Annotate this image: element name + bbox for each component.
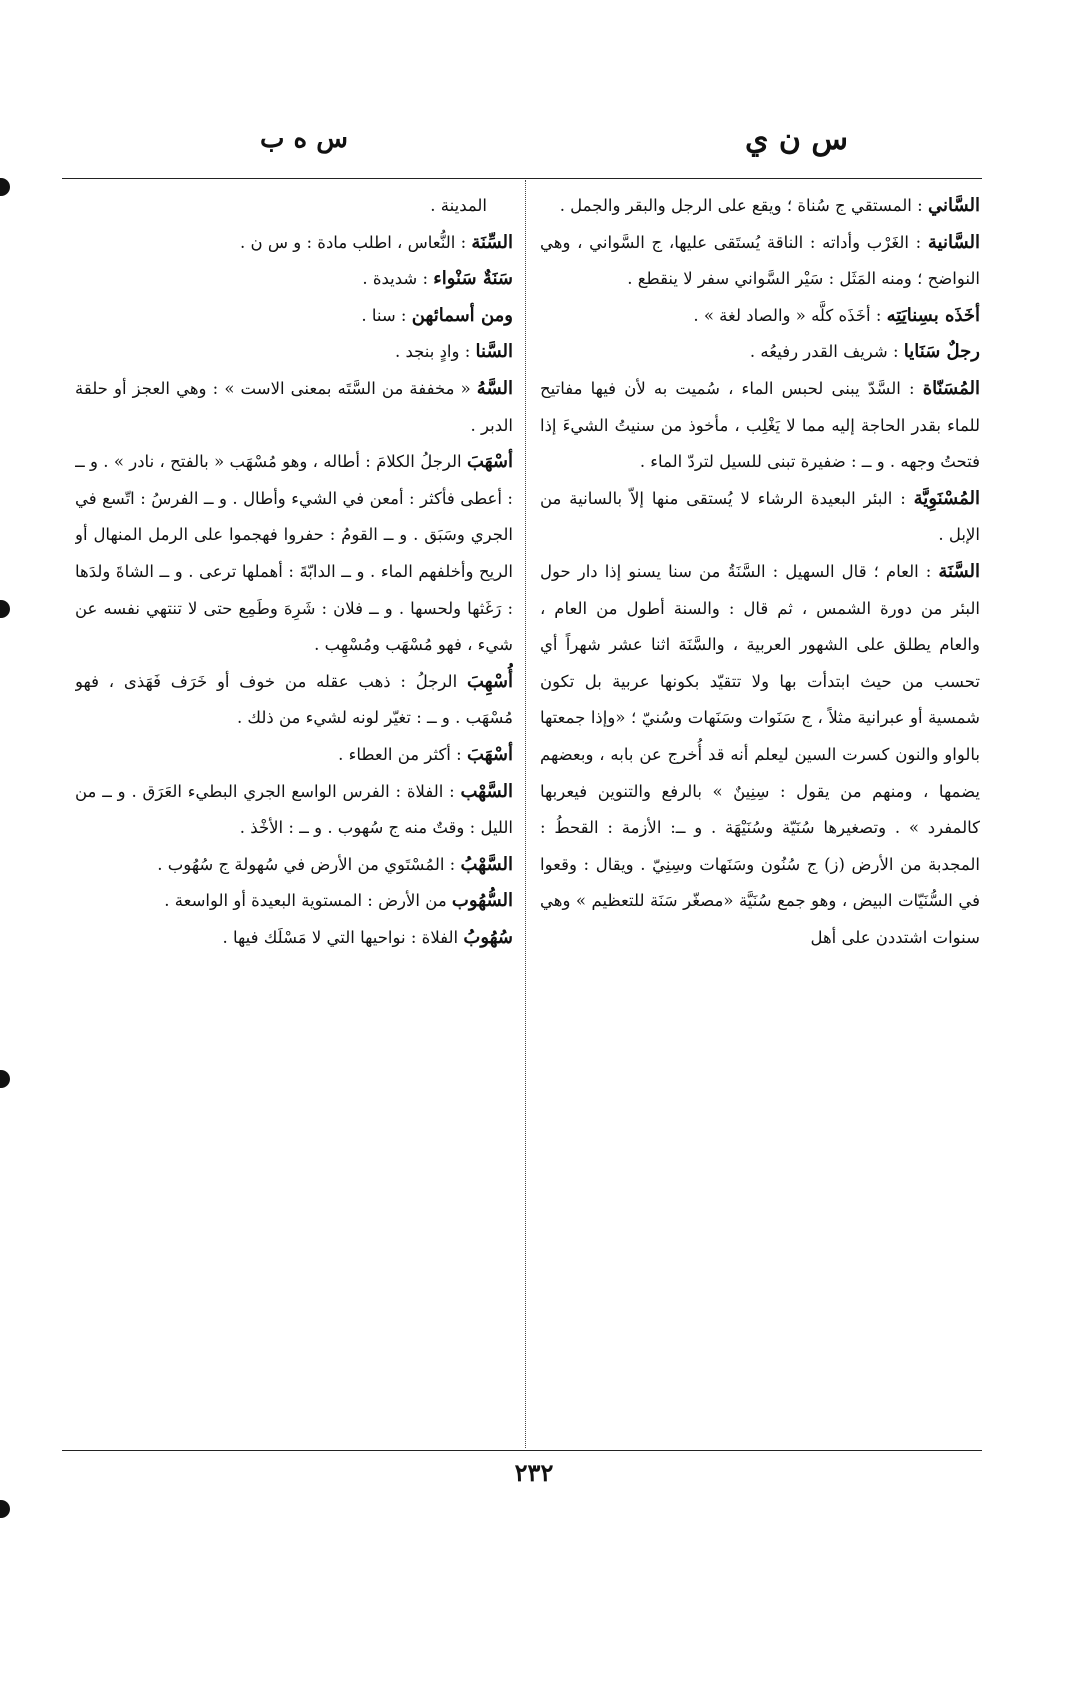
entry-text: « مخففة من السَّتَه بمعنى الاست » : وهي العجز أو حلقة الدبر . xyxy=(75,378,513,435)
entry xyxy=(75,261,513,298)
entry-text: : وادٍ بنجد . xyxy=(394,342,476,362)
entry-headword: السَّهُ xyxy=(476,377,513,399)
entry-text: : المُسْتَوي من الأرض في سُهولة ج سُهُوب . xyxy=(157,854,461,874)
entry-headword: السَّانية xyxy=(927,231,980,253)
header-root-right: س ن ي xyxy=(744,122,848,157)
entry-text: : سنا . xyxy=(361,305,412,325)
entry-text: المدينة . xyxy=(430,196,487,215)
entry-text: : شديدة . xyxy=(362,269,434,289)
page-header xyxy=(60,110,978,170)
entry-headword: أخَذَه بسِنايَتِه xyxy=(886,304,980,326)
entry-headword: المُسْنَوِيَّة xyxy=(913,487,980,509)
entry xyxy=(75,847,513,884)
header-root-left: س ه ب xyxy=(260,124,348,154)
entry xyxy=(540,334,980,371)
entry-headword: أُسْهِبَ xyxy=(466,670,513,692)
entry xyxy=(75,664,513,737)
entry xyxy=(75,774,513,847)
entry-text: : البئر البعيدة الرشاء لا يُستقى منها إلاّ بالسانية من الإبل . xyxy=(540,488,980,545)
entry xyxy=(75,371,513,444)
entry xyxy=(540,554,980,957)
entry-text: : السَّدّ يبنى لحبس الماء ، سُميت به لأن فيها مفاتيح للماء بقدر الحاجة إليه مما لا يَغْلِب ، مأخوذ من سنيتُ الشيءَ إذا فتحتُ وجهه . و ــ : ضفيرة تبنى للسيل لتردّ الماء . xyxy=(540,378,980,472)
entry-text: : أكثر من العطاء . xyxy=(338,744,467,764)
entry xyxy=(75,188,513,225)
entry-text: الرجلُ الكلامَ : أطاله ، وهو مُسْهَب « بالفتح ، نادر » . و ــ : أعطى فأكثر : أمعن في الشيء وأطال . و ــ الفرسُ : اتّسع في الجري وسَبَق . و ــ القومُ : حفروا فهجموا على الرمل المنهال أو الريح وأخلفهم الماء . و ــ الدابّةَ : أهملها ترعى . و ــ الشاةَ ولدَها : رَغَثها ولحسها . و ــ فلان : شَرِهَ وطَمِع حتى لا تنتهي نفسه عن شيء ، فهو مُسْهَب ومُسْهِب . xyxy=(75,452,513,655)
entry-headword: السِّنَة xyxy=(471,231,513,253)
entry-headword: السَّهْب xyxy=(460,780,513,802)
entry-text: من الأرض : المستوية البعيدة أو الواسعة . xyxy=(164,891,452,911)
entry-text: : الغَرْب وأداته : الناقة يُستَقى عليها، ج السَّواني ، وهي النواضح ؛ ومنه المَثَل : سَيْر السَّواني سفر لا ينقطع . xyxy=(540,232,980,289)
scan-edge-mark xyxy=(0,1500,10,1518)
entry-headword: ومن أسمائهن xyxy=(411,304,513,326)
entry xyxy=(75,444,513,664)
entry-text: : شريف القدر رفيعُه . xyxy=(749,342,904,362)
scan-edge-mark xyxy=(0,178,10,196)
header-rule xyxy=(62,178,982,179)
entry xyxy=(540,188,980,225)
column-divider xyxy=(525,180,526,1448)
entry-headword: سَنَةٌ سَنْواء xyxy=(433,268,513,290)
page-number: ٢٣٢ xyxy=(514,1458,554,1487)
entry-text: : النُّعاس ، اطلب مادة : و س ن . xyxy=(240,232,472,252)
entry-text: : أخَذَه كلَّه « والصاد لغة » . xyxy=(693,305,887,325)
entry-headword: رجلٌ سَنَايا xyxy=(903,341,980,363)
entry xyxy=(540,481,980,554)
entry-headword: السَّاني xyxy=(927,195,980,216)
entry xyxy=(75,334,513,371)
entry-headword: السَّنَة xyxy=(938,560,980,582)
entry xyxy=(540,371,980,481)
entry xyxy=(75,737,513,774)
entry-text: الفلاة : نواحيها التي لا مَسْلَك فيها . xyxy=(222,927,464,947)
entry-headword: السَّنا xyxy=(475,341,513,363)
footer-rule xyxy=(62,1450,982,1451)
left-column xyxy=(75,188,513,1443)
entry xyxy=(540,298,980,335)
entry-text: الرجلُ : ذهب عقله من خوف أو خَرَف فَهَذى ، فهو مُسْهَب . و ــ : تغيّر لونه لشيء من ذلك . xyxy=(75,671,513,728)
entry-headword: سُهُوبُ xyxy=(463,926,513,948)
entry-headword: السُّهُوب xyxy=(451,890,513,912)
right-column xyxy=(540,188,980,1443)
entry-headword: أسْهَبَ xyxy=(466,743,513,765)
scan-edge-mark xyxy=(0,1070,10,1088)
entry xyxy=(75,883,513,920)
entry-headword: أسْهَبَ xyxy=(466,451,513,473)
entry xyxy=(75,225,513,262)
entry-headword: السَّهْبُ xyxy=(460,853,513,875)
entry xyxy=(75,298,513,335)
scan-edge-mark xyxy=(0,600,10,618)
entry xyxy=(540,225,980,298)
entry-text: : المستقي ج سُناة ؛ ويقع على الرجل والبقر والجمل . xyxy=(559,196,928,215)
entry-text: : الفلاة : الفرس الواسع الجري البطيء العَرَق . و ــ من الليل : وقتٌ منه ج سُهوب . و ــ : الأخْذ . xyxy=(75,781,513,838)
entry-text: : العام ؛ قال السهيل : السَّنَةُ من سنا يسنو إذا دار حول البئر من دورة الشمس ، ثم قال : والسنة أطول من العام ، والعام يطلق على الشهور العربية ، والسَّنَة اثنا عشر شهراً أي تحسب من حيث ابتدأت بها ولا تتقيّد بكونها عربية بل تكون شمسية أو عبرانية مثلاً ، ج سَنَوات وسَنَهات وسُنيّ ؛ «وإذا جمعتها بالواو والنون كسرت السين ليعلم أنه قد أُخرج عن بابه ، وبعضهم يضمها ، ومنهم من يقول : سِنِينٌ » بالرفع والتنوين فيعربها كالمفرد » . وتصغيرها سُنَيّة وسُنَيْهَة . و ــ: الأزمة : القحطُ : المجدبة من الأرض (ز) ج سُنُون وسَنَهات وسِنِيّ . ويقال : وقعوا في السُّنَيّات البيض ، وهو جمع سُنَيَّة «مصغّر سَنَة للتعظيم » وهي سنوات اشتددن على أهل xyxy=(540,561,980,947)
entry xyxy=(75,920,513,957)
entry-headword: المُسَنّاة xyxy=(922,377,980,399)
